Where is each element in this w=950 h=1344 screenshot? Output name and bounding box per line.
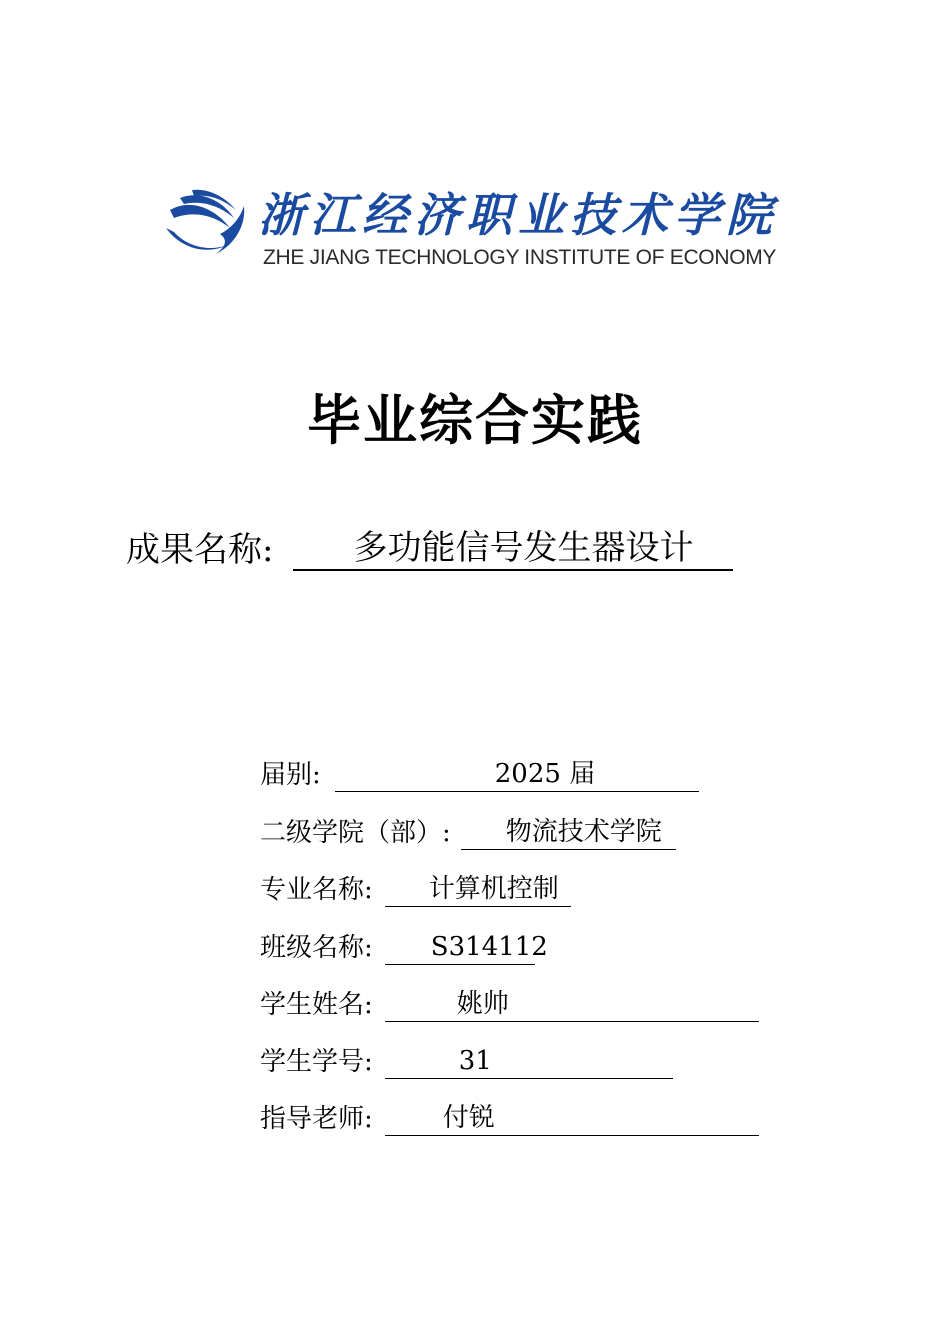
field-row-session	[260, 756, 699, 792]
field-row-student-id	[260, 1043, 673, 1079]
advisor-label: 指导老师:	[260, 1104, 373, 1134]
student-id-label: 学生学号:	[260, 1047, 373, 1077]
school-name-cn: 浙江经济职业技术学院	[258, 188, 778, 242]
college-value: 物流技术学院	[461, 815, 676, 850]
advisor-value: 付锐	[385, 1101, 759, 1136]
college-label: 二级学院（部）:	[260, 818, 451, 848]
field-row-college	[260, 814, 676, 850]
student-id-value: 31	[385, 1044, 673, 1079]
result-name-row	[126, 522, 733, 571]
field-row-class	[260, 929, 548, 965]
result-name-value: 多功能信号发生器设计	[293, 527, 733, 571]
class-label: 班级名称:	[260, 933, 373, 963]
class-value: S314112	[385, 930, 535, 965]
result-name-label: 成果名称:	[126, 530, 274, 570]
major-value: 计算机控制	[385, 872, 571, 907]
field-row-advisor	[260, 1100, 759, 1136]
school-name-en: ZHE JIANG TECHNOLOGY INSTITUTE OF ECONOMY	[263, 246, 777, 269]
school-logo	[160, 188, 790, 278]
field-row-student-name	[260, 986, 759, 1022]
major-label: 专业名称:	[260, 875, 373, 905]
document-title: 毕业综合实践	[307, 389, 643, 452]
field-row-major	[260, 871, 571, 907]
session-label: 届别:	[260, 760, 321, 790]
session-value: 2025 届	[335, 757, 699, 792]
student-name-value: 姚帅	[385, 987, 759, 1022]
student-name-label: 学生姓名:	[260, 990, 373, 1020]
school-emblem-icon	[160, 188, 250, 268]
